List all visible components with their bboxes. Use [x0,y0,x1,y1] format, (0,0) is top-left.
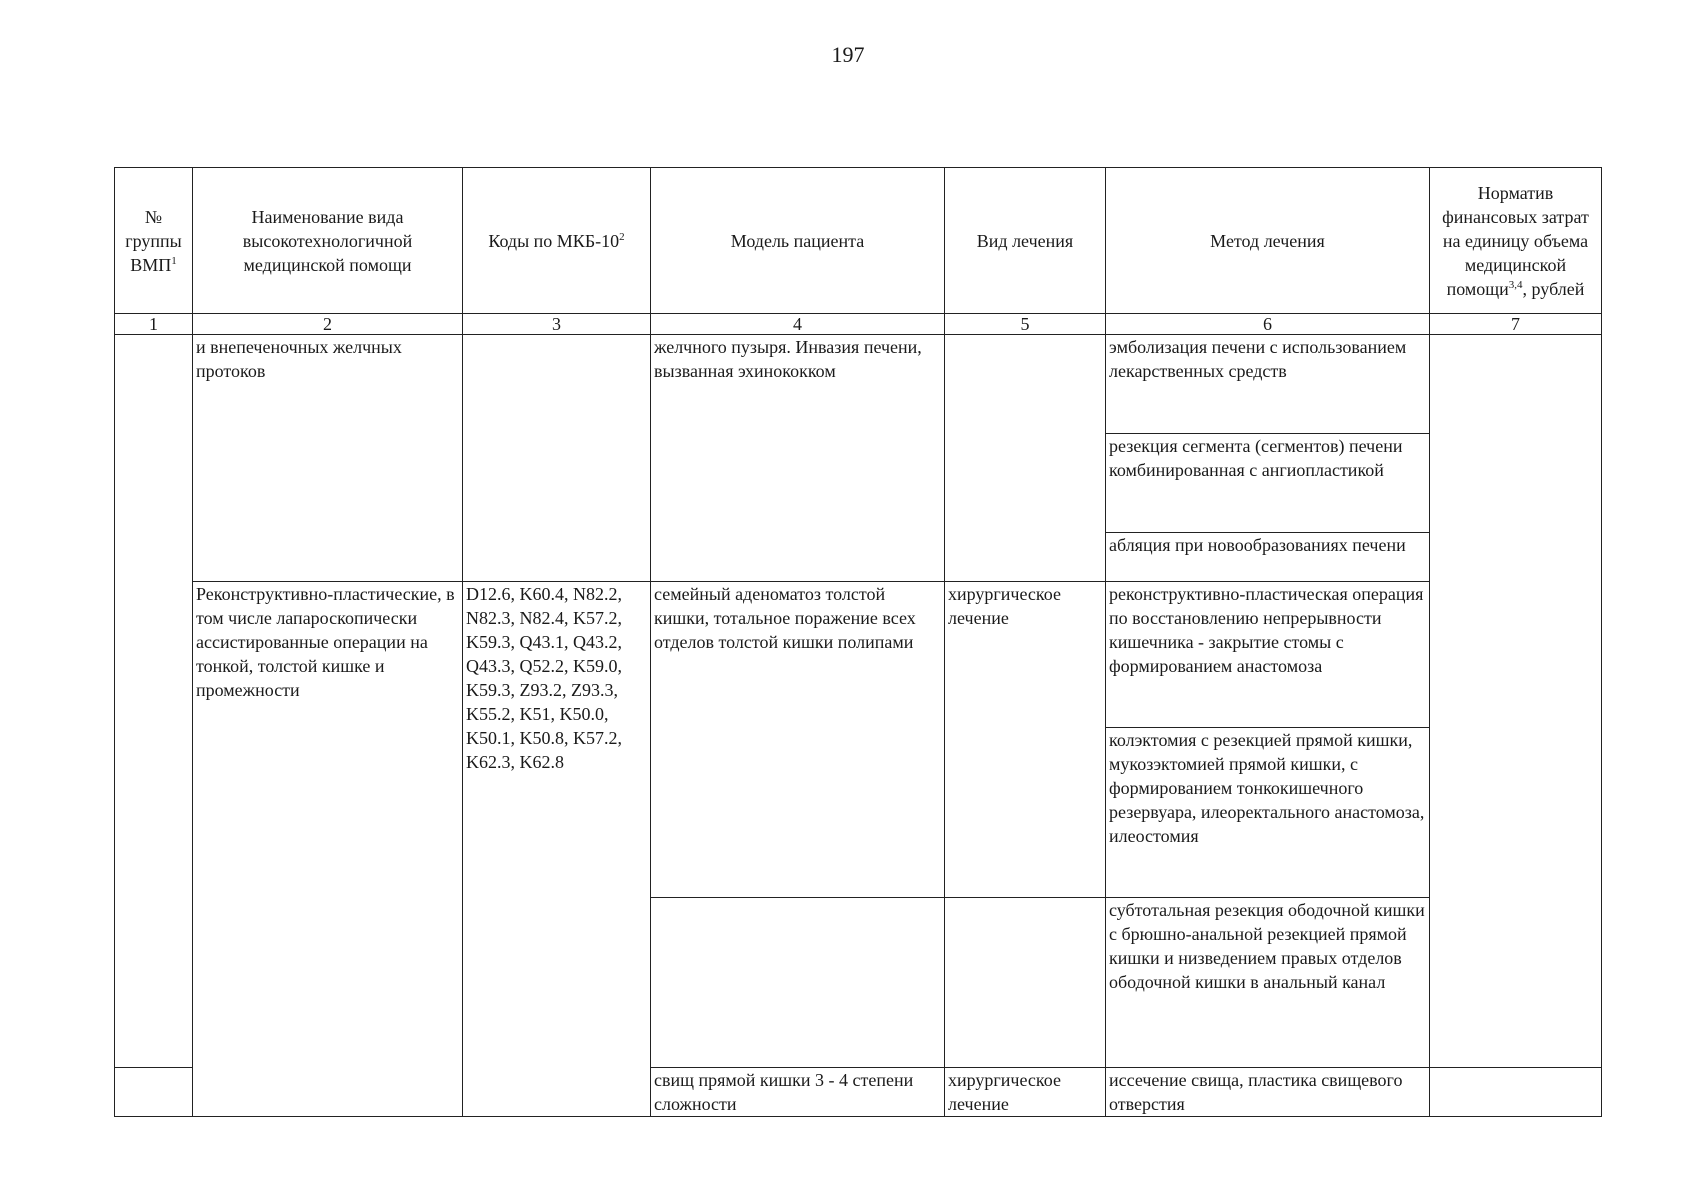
column-number: 6 [1106,314,1430,335]
treatment-method-cell: субтотальная резекция ободочной кишки с брюшно-анальной резекцией прямой кишки и низведением правых отделов ободочной кишки в анальный канал [1106,898,1430,1068]
header-icd-codes: Коды по МКБ-$10^2$ [463,168,651,314]
header-treatment-method: Метод лечения [1106,168,1430,314]
header-care-type: Наименование вида высокотехнологичной медицинской помощи [193,168,463,314]
header-row [115,168,1602,314]
table-row [115,335,1602,434]
group-number-cell [115,335,193,1068]
patient-model-cell [651,898,945,1068]
patient-model-cell: семейный аденоматоз толстой кишки, тотальное поражение всех отделов толстой кишки полипами [651,582,945,898]
column-number: 2 [193,314,463,335]
header-treatment-type: Вид лечения [945,168,1106,314]
icd-codes-cell: D12.6, K60.4, N82.2, N82.3, N82.4, K57.2, K59.3, Q43.1, Q43.2, Q43.3, Q52.2, K59.0, K59.3, Z93.2, Z93.3, K55.2, K51, K50.0, K50.1, K50.8, K57.2, K62.3, K62.8 [463,582,651,1117]
treatment-method-cell: абляция при новообразованиях печени [1106,533,1430,582]
table-row [115,582,1602,728]
header-group-number: № группы ВМП$^1$ [115,168,193,314]
care-type-cell: Реконструктивно-пластические, в том числе лапароскопически ассистированные операции на тонкой, толстой кишке и промежности [193,582,463,1117]
column-number: 7 [1430,314,1602,335]
patient-model-cell: желчного пузыря. Инвазия печени, вызванная эхинококком [651,335,945,582]
column-number: 3 [463,314,651,335]
header-cost-standard: Норматив финансовых затрат на единицу объема медицинской помощи$^{3,4}$, рублей [1430,168,1602,314]
treatment-method-cell: реконструктивно-пластическая операция по восстановлению непрерывности кишечника - закрытие стомы с формированием анастомоза [1106,582,1430,728]
cost-standard-cell [1430,335,1602,1068]
treatment-type-cell: хирургическое лечение [945,582,1106,898]
treatment-type-cell: хирургическое лечение [945,1068,1106,1117]
care-type-cell: и внепеченочных желчных протоков [193,335,463,582]
column-number: 1 [115,314,193,335]
treatment-type-cell [945,335,1106,582]
page-number: 197 [831,42,865,67]
header-patient-model: Модель пациента [651,168,945,314]
icd-codes-cell [463,335,651,582]
column-number: 5 [945,314,1106,335]
column-number-row [115,314,1602,335]
cost-standard-cell [1430,1068,1602,1117]
treatment-method-cell: резекция сегмента (сегментов) печени комбинированная с ангиопластикой [1106,434,1430,533]
treatment-method-cell: эмболизация печени с использованием лекарственных средств [1106,335,1430,434]
treatment-type-cell [945,898,1106,1068]
column-number: 4 [651,314,945,335]
vmp-table [114,167,1602,1117]
patient-model-cell: свищ прямой кишки 3 - 4 степени сложности [651,1068,945,1117]
treatment-method-cell: иссечение свища, пластика свищевого отверстия [1106,1068,1430,1117]
treatment-method-cell: колэктомия с резекцией прямой кишки, мукозэктомией прямой кишки, с формированием тонкокишечного резервуара, илеоректального анастомоза, илеостомия [1106,728,1430,898]
group-number-cell [115,1068,193,1117]
